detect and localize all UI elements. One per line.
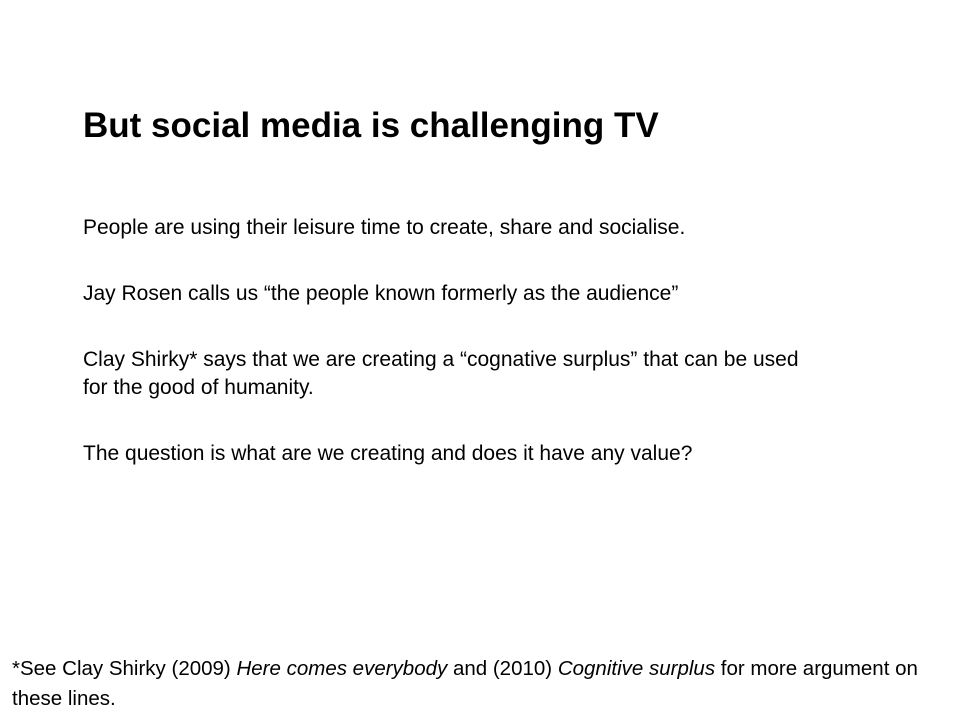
slide-title: But social media is challenging TV <box>83 106 659 145</box>
body-paragraph-question: The question is what are we creating and does it have any value? <box>83 442 693 465</box>
body-paragraph-clay-shirky: Clay Shirky* says that we are creating a “cognative surplus” that can be used for the good of humanity. <box>83 348 799 399</box>
body-paragraph-leisure: People are using their leisure time to create, share and socialise. <box>83 216 686 239</box>
footnote-book-here-comes-everybody: Here comes everybody <box>236 657 448 680</box>
footnote <box>12 654 952 714</box>
footnote-text-1: *See Clay Shirky (2009) <box>12 657 237 680</box>
slide-body <box>83 214 803 506</box>
footnote-text-3: for more argument on these lines. <box>12 657 918 710</box>
footnote-text-2: and (2010) <box>447 657 558 680</box>
body-paragraph-jay-rosen: Jay Rosen calls us “the people known formerly as the audience” <box>83 282 679 305</box>
footnote-book-cognitive-surplus: Cognitive surplus <box>557 657 716 680</box>
